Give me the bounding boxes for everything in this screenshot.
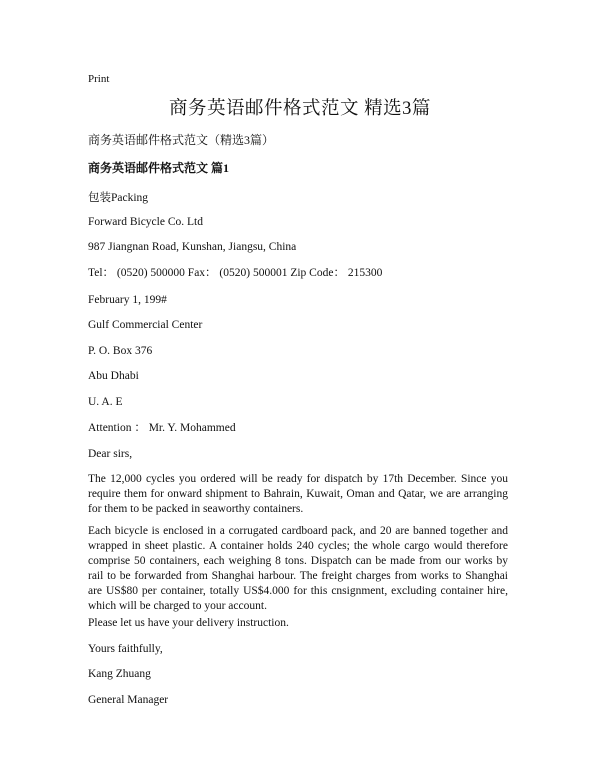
recipient-company: Gulf Commercial Center [88, 319, 203, 331]
recipient-city: Abu Dhabi [88, 370, 139, 382]
letter-date: February 1, 199# [88, 294, 167, 306]
document-subtitle: 商务英语邮件格式范文（精选3篇） [88, 133, 275, 147]
closing: Yours faithfully, [88, 643, 163, 655]
signer-title: General Manager [88, 694, 169, 706]
contact-line: Tel： (0520) 500000 Fax： (0520) 500001 Zip Code： 215300 [88, 267, 383, 279]
sender-company: Forward Bicycle Co. Ltd [88, 216, 203, 228]
signer-name: Kang Zhuang [88, 668, 151, 680]
sender-address: 987 Jiangnan Road, Kunshan, Jiangsu, China [88, 241, 297, 253]
body-paragraph-1: The 12,000 cycles you ordered will be ready for dispatch by 17th December. Since you require them for onward shipment to Bahrain, Kuwait, Oman and Qatar, we are arranging for them to be packed in seaworthy containers. [88, 473, 508, 515]
attention-line: Attention ： Mr. Y. Mohammed [88, 422, 236, 434]
recipient-country: U. A. E [88, 396, 123, 408]
body-paragraph-3: Please let us have your delivery instruction. [88, 617, 289, 629]
page-title: 商务英语邮件格式范文 精选3篇 [169, 99, 431, 119]
section-heading: 商务英语邮件格式范文 篇1 [88, 161, 230, 175]
recipient-po-box: P. O. Box 376 [88, 345, 153, 357]
salutation: Dear sirs, [88, 448, 133, 460]
print-label[interactable]: Print [88, 73, 110, 85]
body-paragraph-2: Each bicycle is enclosed in a corrugated cardboard pack, and 20 are banned together and wrapped in sheet plastic. A container holds 240 cycles; the whole cargo would therefore comprise 50 containers, each weighing 8 tons. Dispatch can be made from our works by rail to be forwarded from Shanghai harbour. The freight charges from works to Shanghai are US$80 per container, totally US$4.000 for this cnsignment, excluding container hire, which will be charged to your account. [88, 525, 508, 612]
letter-topic: 包装Packing [88, 192, 149, 204]
